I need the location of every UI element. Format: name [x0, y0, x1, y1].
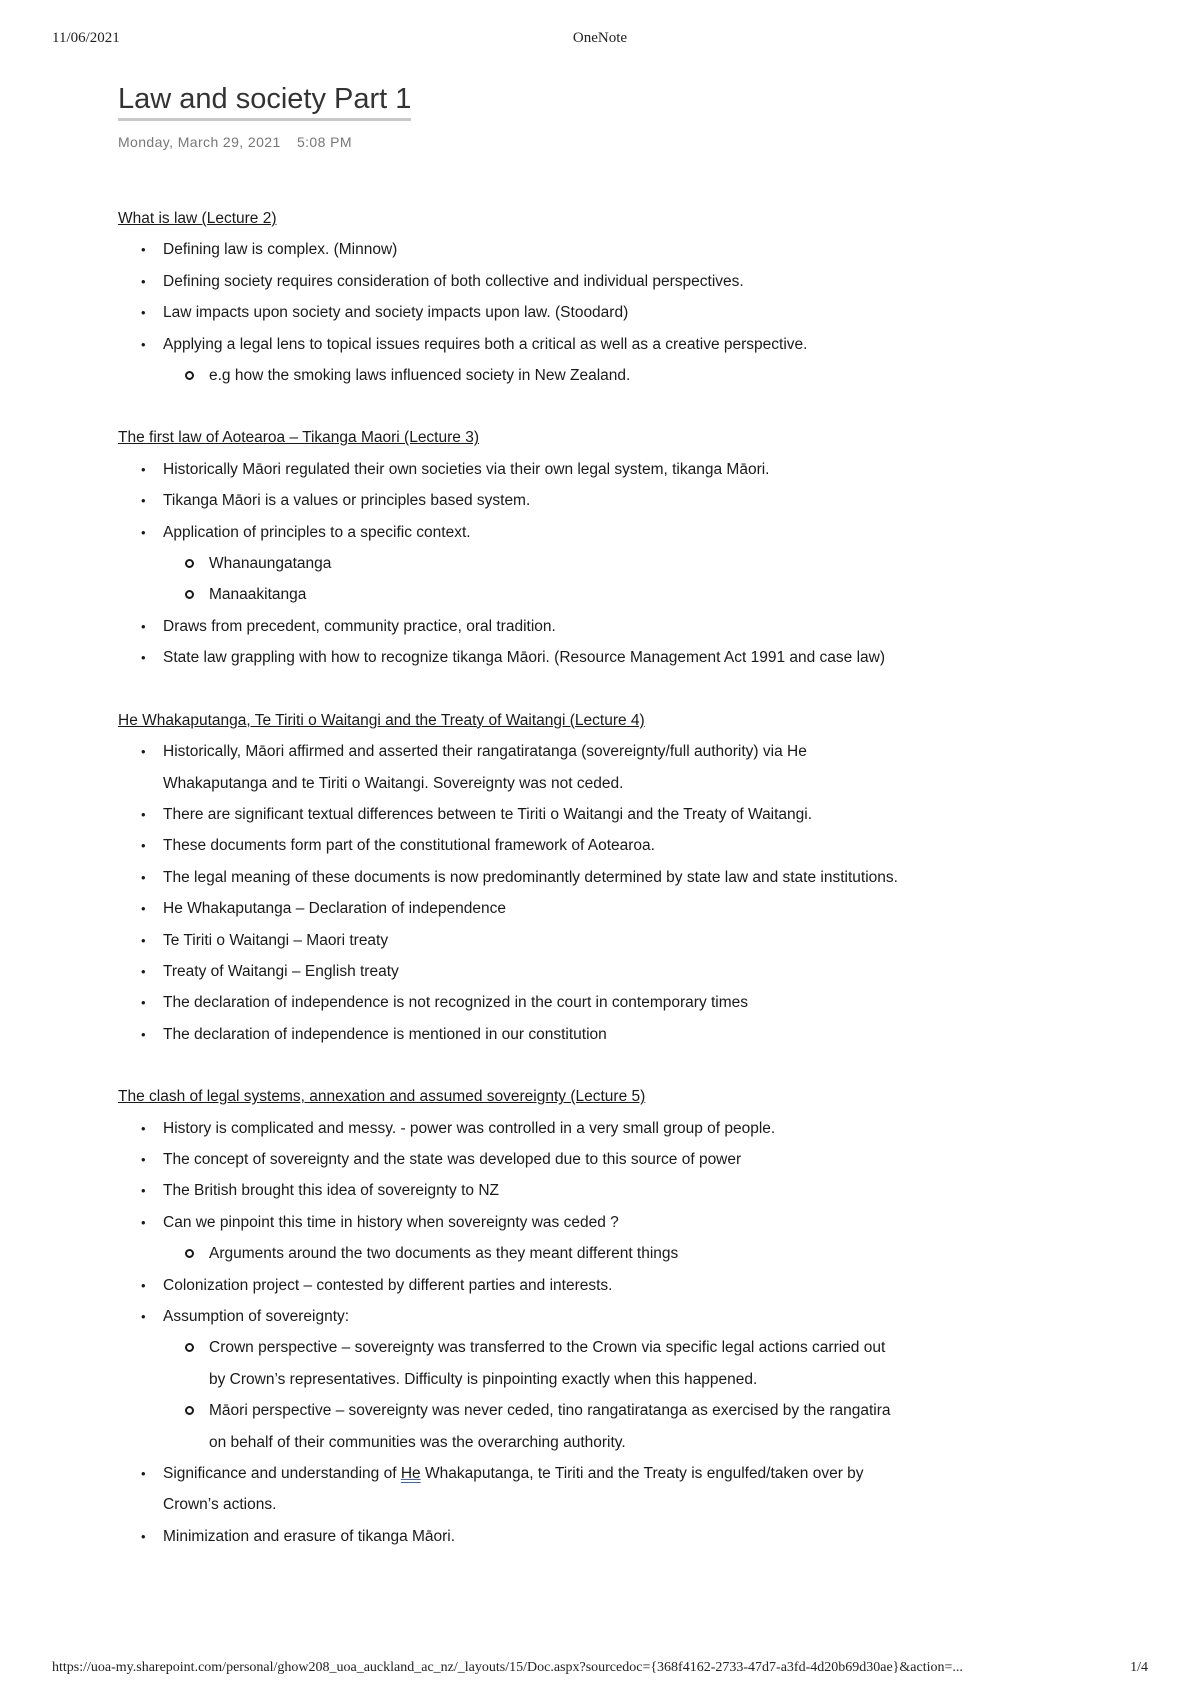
list-item: • Law impacts upon society and society impacts upon law. (Stoodard)	[163, 297, 898, 328]
list-item: • The British brought this idea of sovereignty to NZ	[163, 1175, 898, 1206]
sub-list-item: Māori perspective – sovereignty was never ceded, tino rangatiratanga as exercised by the rangatira on behalf of their communities was the overarching authority.	[209, 1395, 898, 1458]
list-item: • There are significant textual differences between te Tiriti o Waitangi and the Treaty of Waitangi.	[163, 799, 898, 830]
sub-list-item: Arguments around the two documents as they meant different things	[209, 1238, 898, 1269]
sub-bullet-list	[163, 1238, 898, 1269]
print-header	[52, 30, 1148, 50]
list-item-text: Significance and understanding of	[163, 1465, 401, 1483]
list-item	[163, 1301, 898, 1458]
sub-list-item: e.g how the smoking laws influenced society in New Zealand.	[209, 360, 898, 391]
list-item: • Historically, Māori affirmed and asserted their rangatiratanga (sovereignty/full authority) via He Whakaputanga and te Tiriti o Waitangi. Sovereignty was not ceded.	[163, 736, 898, 799]
list-item: • The declaration of independence is not recognized in the court in contemporary times	[163, 987, 898, 1018]
list-item	[163, 1207, 898, 1270]
sub-list-item: Manaakitanga	[209, 579, 898, 610]
list-item	[163, 1458, 898, 1521]
list-item: • Defining law is complex. (Minnow)	[163, 234, 898, 265]
page-date: Monday, March 29, 2021	[118, 134, 281, 150]
sub-bullet-list	[163, 1332, 898, 1458]
sub-list-item: Whanaungatanga	[209, 548, 898, 579]
section-clash-of-legal-systems	[118, 1081, 898, 1552]
list-item: • The legal meaning of these documents is now predominantly determined by state law and state institutions.	[163, 862, 898, 893]
list-item: • He Whakaputanga – Declaration of independence	[163, 893, 898, 924]
list-item	[163, 517, 898, 611]
list-item: • Treaty of Waitangi – English treaty	[163, 956, 898, 987]
list-item: • History is complicated and messy. - power was controlled in a very small group of people.	[163, 1113, 898, 1144]
list-item: • Minimization and erasure of tikanga Māori.	[163, 1521, 898, 1552]
section-what-is-law	[118, 203, 898, 391]
list-item: • Te Tiriti o Waitangi – Maori treaty	[163, 925, 898, 956]
list-item: • The declaration of independence is mentioned in our constitution	[163, 1019, 898, 1050]
list-item: • These documents form part of the constitutional framework of Aotearoa.	[163, 830, 898, 861]
section-heading: The first law of Aotearoa – Tikanga Maori (Lecture 3)	[118, 429, 479, 447]
list-item: • The concept of sovereignty and the state was developed due to this source of power	[163, 1144, 898, 1175]
sub-bullet-list	[163, 548, 898, 611]
list-item	[163, 329, 898, 392]
section-heading: The clash of legal systems, annexation and assumed sovereignty (Lecture 5)	[118, 1088, 646, 1106]
bullet-list	[118, 454, 898, 674]
print-date: 11/06/2021	[52, 30, 120, 46]
list-item-text: Whakaputanga, te Tiriti and the Treaty is engulfed/taken over by Crown’s actions.	[163, 1465, 864, 1514]
page-timestamp	[118, 134, 352, 150]
page-number: 1/4	[1130, 1660, 1148, 1675]
spellcheck-marked-word[interactable]: He	[400, 1465, 421, 1483]
list-item: • Colonization project – contested by different parties and interests.	[163, 1270, 898, 1301]
section-tikanga-maori	[118, 422, 898, 673]
sub-bullet-list	[163, 360, 898, 391]
list-item: • Defining society requires consideration of both collective and individual perspectives.	[163, 266, 898, 297]
print-app-name: OneNote	[572, 30, 628, 46]
bullet-list	[118, 234, 898, 391]
list-item-text: Application of principles to a specific context.	[163, 523, 471, 541]
list-item: • State law grappling with how to recognize tikanga Māori. (Resource Management Act 1991 and case law)	[163, 642, 898, 673]
bullet-list	[118, 1113, 898, 1553]
list-item: • Draws from precedent, community practice, oral tradition.	[163, 611, 898, 642]
bullet-list	[118, 736, 898, 1050]
page-url: https://uoa-my.sharepoint.com/personal/ghow208_uoa_auckland_ac_nz/_layouts/15/Doc.aspx?sourcedoc={368f4162-2733-47d7-a3fd-4d20b69d30ae}&action=...	[52, 1660, 963, 1675]
list-item-text: Applying a legal lens to topical issues requires both a critical as well as a creative perspective.	[163, 335, 808, 353]
note-content[interactable]	[118, 203, 898, 1552]
sub-list-item: Crown perspective – sovereignty was transferred to the Crown via specific legal actions carried out by Crown’s representatives. Difficulty is pinpointing exactly when this happened.	[209, 1332, 898, 1395]
page-time: 5:08 PM	[296, 134, 352, 150]
list-item: • Historically Māori regulated their own societies via their own legal system, tikanga Māori.	[163, 454, 898, 485]
list-item-text: Can we pinpoint this time in history when sovereignty was ceded ?	[163, 1213, 619, 1231]
section-treaty	[118, 705, 898, 1050]
section-heading: What is law (Lecture 2)	[118, 210, 277, 227]
list-item: • Tikanga Māori is a values or principles based system.	[163, 485, 898, 516]
print-footer	[52, 1660, 1148, 1680]
list-item-text: Assumption of sovereignty:	[163, 1308, 350, 1325]
section-heading: He Whakaputanga, Te Tiriti o Waitangi and the Treaty of Waitangi (Lecture 4)	[118, 711, 645, 729]
page-title[interactable]: Law and society Part 1	[118, 82, 411, 121]
